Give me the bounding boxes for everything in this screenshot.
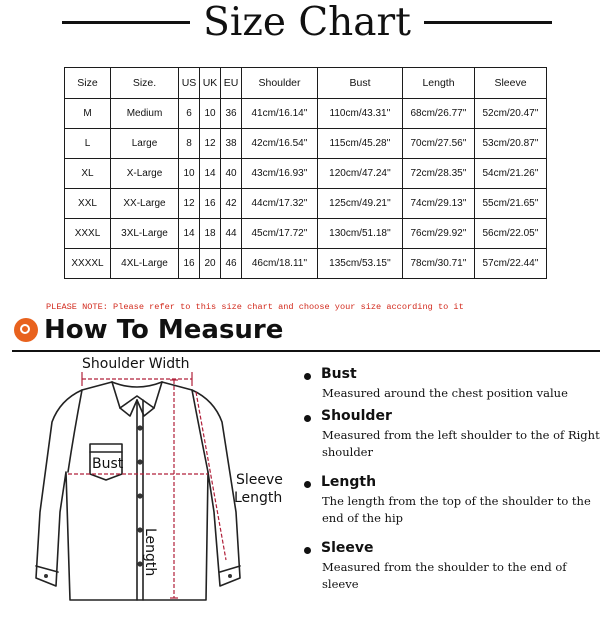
table-cell: XL (65, 159, 111, 189)
legend-desc: Measured from the shoulder to the end of sleeve (322, 560, 567, 591)
table-cell: 130cm/51.18'' (318, 219, 403, 249)
shirt-diagram (0, 352, 300, 612)
legend-desc: Measured around the chest position value (322, 386, 568, 400)
legend-desc: Measured from the left shoulder to the of Right shoulder (322, 428, 600, 459)
table-cell: 10 (179, 159, 200, 189)
table-cell: 44 (221, 219, 242, 249)
table-cell: XX-Large (111, 189, 179, 219)
table-cell: 20 (200, 249, 221, 279)
legend-title: Bust (321, 366, 357, 382)
table-cell: 46 (221, 249, 242, 279)
table-cell: 70cm/27.56'' (403, 129, 475, 159)
table-cell: 110cm/43.31'' (318, 99, 403, 129)
table-cell: 45cm/17.72'' (242, 219, 318, 249)
table-cell: 120cm/47.24'' (318, 159, 403, 189)
table-cell: 14 (179, 219, 200, 249)
shoulder-width-label: Shoulder Width (82, 356, 190, 372)
bullet-icon (304, 373, 311, 380)
legend-title: Sleeve (321, 540, 374, 556)
table-cell: 38 (221, 129, 242, 159)
column-header: Length (403, 68, 475, 99)
column-header: Sleeve (475, 68, 547, 99)
table-cell: 16 (200, 189, 221, 219)
table-cell: XXL (65, 189, 111, 219)
length-label: Length (142, 528, 158, 577)
measure-title: How To Measure (44, 315, 284, 345)
table-cell: 54cm/21.26'' (475, 159, 547, 189)
table-cell: 12 (179, 189, 200, 219)
table-cell: 4XL-Large (111, 249, 179, 279)
table-row (65, 189, 547, 219)
table-cell: 44cm/17.32'' (242, 189, 318, 219)
table-row (65, 219, 547, 249)
table-cell: 14 (200, 159, 221, 189)
table-header-row (65, 68, 547, 99)
table-cell: 57cm/22.44'' (475, 249, 547, 279)
table-cell: 74cm/29.13'' (403, 189, 475, 219)
bullet-icon (304, 547, 311, 554)
column-header: Size. (111, 68, 179, 99)
table-cell: M (65, 99, 111, 129)
column-header: Shoulder (242, 68, 318, 99)
table-cell: 40 (221, 159, 242, 189)
legend-title: Shoulder (321, 408, 392, 424)
table-cell: 68cm/26.77'' (403, 99, 475, 129)
table-cell: 46cm/18.11'' (242, 249, 318, 279)
table-cell: X-Large (111, 159, 179, 189)
size-note: PLEASE NOTE: Please refer to this size chart and choose your size according to it (46, 302, 464, 312)
table-row (65, 129, 547, 159)
table-cell: 36 (221, 99, 242, 129)
table-cell: 115cm/45.28'' (318, 129, 403, 159)
table-cell: Large (111, 129, 179, 159)
table-row (65, 249, 547, 279)
table-cell: XXXL (65, 219, 111, 249)
sleeve-label: Sleeve (236, 472, 283, 488)
table-cell: 12 (200, 129, 221, 159)
table-cell: 78cm/30.71'' (403, 249, 475, 279)
title-rule-left (62, 21, 190, 24)
size-chart-header (0, 0, 612, 48)
table-cell: 18 (200, 219, 221, 249)
table-cell: 125cm/49.21'' (318, 189, 403, 219)
table-cell: 53cm/20.87'' (475, 129, 547, 159)
column-header: EU (221, 68, 242, 99)
table-cell: Medium (111, 99, 179, 129)
table-cell: 56cm/22.05'' (475, 219, 547, 249)
bust-label: Bust (92, 456, 124, 472)
table-cell: 72cm/28.35'' (403, 159, 475, 189)
bullet-icon (304, 481, 311, 488)
title-rule-right (424, 21, 552, 24)
table-row (65, 159, 547, 189)
table-row (65, 99, 547, 129)
table-cell: 76cm/29.92'' (403, 219, 475, 249)
column-header: Bust (318, 68, 403, 99)
table-cell: 10 (200, 99, 221, 129)
sleeve-length-label: Length (234, 490, 283, 506)
size-table (64, 67, 547, 279)
table-cell: XXXXL (65, 249, 111, 279)
table-cell: 42 (221, 189, 242, 219)
target-icon (14, 318, 38, 342)
bullet-icon (304, 415, 311, 422)
column-header: US (179, 68, 200, 99)
table-cell: 6 (179, 99, 200, 129)
table-cell: L (65, 129, 111, 159)
column-header: Size (65, 68, 111, 99)
legend-title: Length (321, 474, 377, 490)
table-cell: 41cm/16.14'' (242, 99, 318, 129)
table-cell: 43cm/16.93'' (242, 159, 318, 189)
table-cell: 16 (179, 249, 200, 279)
table-cell: 135cm/53.15'' (318, 249, 403, 279)
page-title: Size Chart (203, 0, 411, 45)
table-cell: 8 (179, 129, 200, 159)
table-cell: 52cm/20.47'' (475, 99, 547, 129)
legend-desc: The length from the top of the shoulder to the end of the hip (322, 494, 591, 525)
table-cell: 55cm/21.65'' (475, 189, 547, 219)
table-cell: 42cm/16.54'' (242, 129, 318, 159)
column-header: UK (200, 68, 221, 99)
table-cell: 3XL-Large (111, 219, 179, 249)
